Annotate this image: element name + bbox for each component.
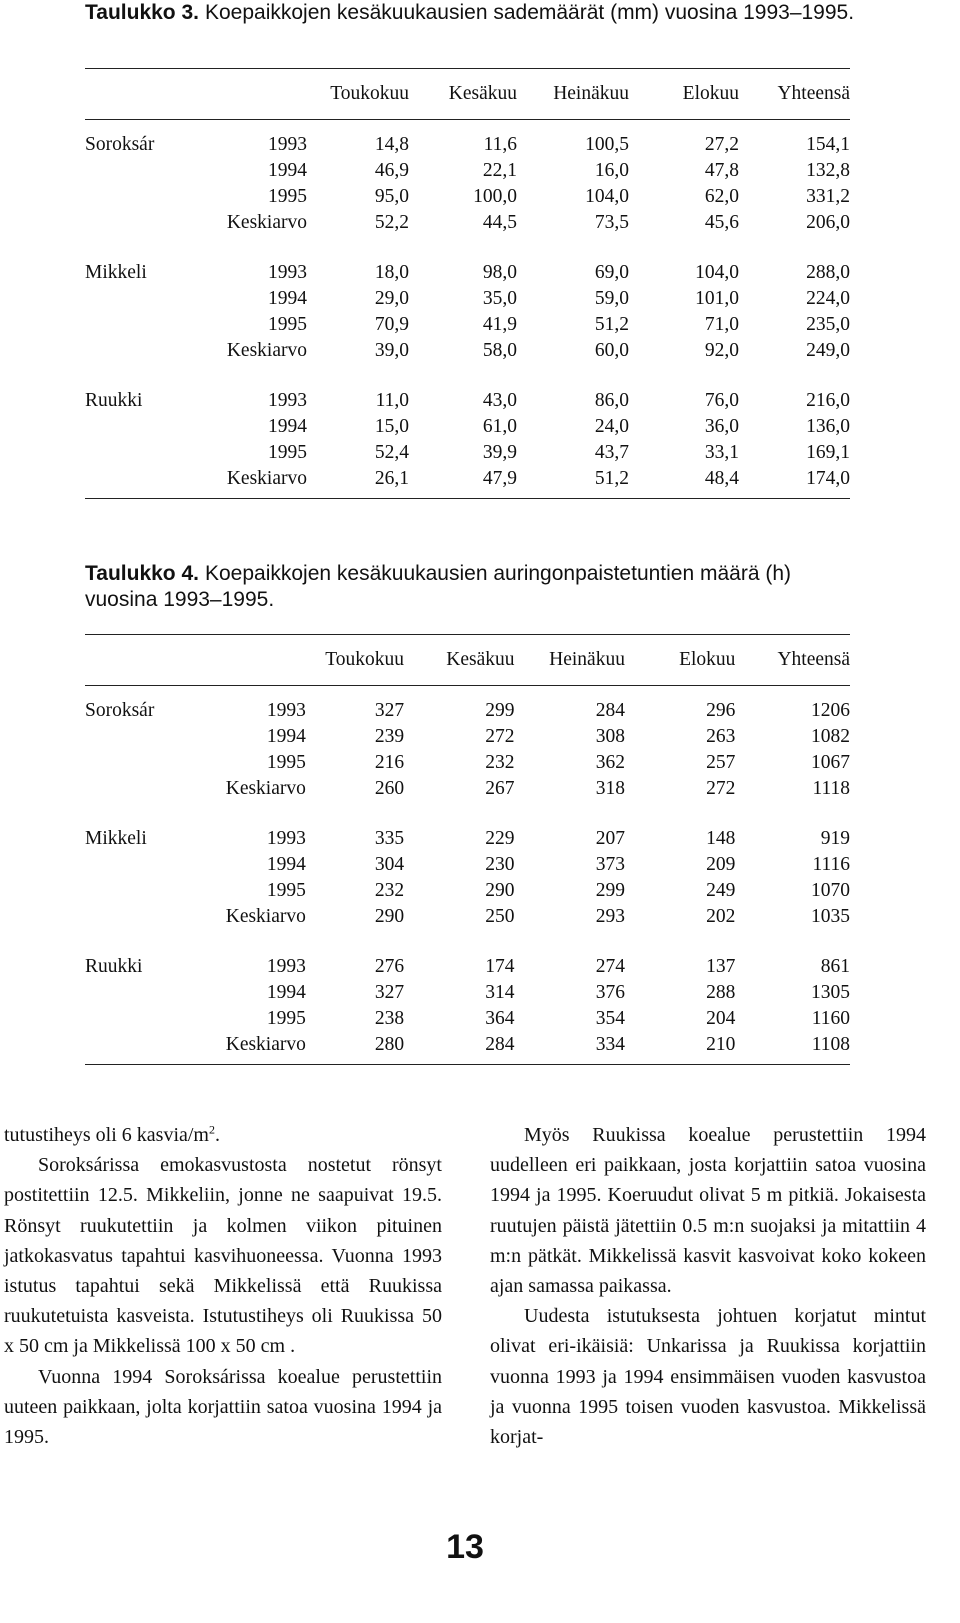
table-cell: 100,5 <box>585 134 629 155</box>
table-row <box>85 286 850 312</box>
table-cell: 296 <box>706 700 736 721</box>
table-cell: 27,2 <box>704 134 739 155</box>
table-cell: 39,0 <box>374 340 409 361</box>
station-group <box>85 376 850 499</box>
table-row <box>85 942 850 980</box>
table-cell: 46,9 <box>374 160 409 181</box>
column-header: Kesäkuu <box>409 69 517 120</box>
table-cell: 1118 <box>812 778 850 799</box>
table-cell: 44,5 <box>482 212 517 233</box>
table-cell: 48,4 <box>629 466 739 499</box>
table3-rainfall <box>85 68 850 499</box>
table-cell: 148 <box>706 828 736 849</box>
table-cell: 95,0 <box>374 186 409 207</box>
table-cell: 71,0 <box>704 314 739 335</box>
table3-caption <box>85 0 855 26</box>
row-label: Keskiarvo <box>205 466 307 499</box>
table-cell: 41,9 <box>482 314 517 335</box>
table-cell: 249,0 <box>806 340 850 361</box>
table-cell: 1070 <box>811 880 850 901</box>
table-row <box>85 466 850 499</box>
row-label: Keskiarvo <box>226 212 307 233</box>
table-cell: 314 <box>485 982 515 1003</box>
body-column-right <box>490 1120 926 1452</box>
table-cell: 354 <box>595 1008 625 1029</box>
row-label: 1993 <box>266 956 306 977</box>
table-cell: 43,0 <box>482 390 517 411</box>
row-label: Keskiarvo <box>208 1032 306 1065</box>
table-row <box>85 120 850 159</box>
table-cell: 1305 <box>811 982 850 1003</box>
table4-caption-label: Taulukko 4. <box>85 562 199 585</box>
table-cell: 274 <box>595 956 625 977</box>
table-header-row <box>85 635 850 686</box>
column-header: Toukokuu <box>307 69 409 120</box>
table-cell: 232 <box>374 880 405 901</box>
table-cell: 216 <box>374 752 405 773</box>
table-cell: 288 <box>706 982 736 1003</box>
table-cell: 229 <box>485 828 515 849</box>
table-row <box>85 814 850 852</box>
table-row <box>85 878 850 904</box>
column-header: Heinäkuu <box>517 69 629 120</box>
row-label: 1993 <box>268 390 307 411</box>
table-row <box>85 852 850 878</box>
table-cell: 45,6 <box>704 212 739 233</box>
table-cell: 58,0 <box>482 340 517 361</box>
table-cell: 39,9 <box>482 442 517 463</box>
station-name: Ruukki <box>85 956 143 977</box>
body-column-left <box>4 1120 442 1452</box>
table-cell: 304 <box>374 854 405 875</box>
body-paragraph: tutustiheys oli 6 kasvia/$m^2$. <box>4 1122 220 1146</box>
table-cell: 132,8 <box>806 160 850 181</box>
table-cell: 280 <box>306 1032 404 1065</box>
table-cell: 327 <box>374 982 405 1003</box>
table-cell: 104,0 <box>695 262 739 283</box>
table-cell: 257 <box>706 752 736 773</box>
table-row <box>85 686 850 725</box>
table-cell: 1116 <box>812 854 850 875</box>
table-cell: 18,0 <box>374 262 409 283</box>
table-cell: 98,0 <box>482 262 517 283</box>
table4-caption <box>85 561 855 613</box>
table-cell: 15,0 <box>374 416 409 437</box>
table-cell: 86,0 <box>594 390 629 411</box>
station-name: Mikkeli <box>85 262 147 283</box>
column-header: Heinäkuu <box>515 635 625 686</box>
table-cell: 11,0 <box>375 390 409 411</box>
row-label: 1994 <box>268 160 307 181</box>
table-cell: 59,0 <box>594 288 629 309</box>
table-cell: 376 <box>595 982 625 1003</box>
row-label: 1995 <box>266 1008 306 1029</box>
table-row <box>85 414 850 440</box>
table-cell: 169,1 <box>806 442 850 463</box>
body-paragraph: Soroksárissa emokasvustosta nostetut rönsyt postitettiin 12.5. Mikkeliin, jonne ne saapuivat 19.5. Rönsyt ruukutettiin ja kolmen viikon pituinen jatkokasvatus tapahtui kasvihuoneessa. Vuonna 1993 istutus tapahtui sekä Mikkelissä että Ruukissa ruukutetuista kasveista. Istutustiheys oli Ruukissa 50 x 50 cm ja Mikkelissä 100 x 50 cm . <box>4 1154 442 1358</box>
station-group <box>85 686 850 815</box>
body-paragraph: Uudesta istutuksesta johtuen korjatut mintut olivat eri-ikäisiä: Unkarissa ja Ruukissa korjattiin vuonna 1993 ja 1994 ensimmäisen vuoden kasvustoa ja vuonna 1995 toisen vuoden kasvustoa. Mikkelissä korjat- <box>490 1305 926 1449</box>
station-name: Ruukki <box>85 390 143 411</box>
table3-caption-label: Taulukko 3. <box>85 1 199 24</box>
table-row <box>85 376 850 414</box>
table-row <box>85 724 850 750</box>
row-label: 1993 <box>266 828 306 849</box>
table-cell: 299 <box>595 880 625 901</box>
table-cell: 174,0 <box>739 466 850 499</box>
row-label: 1995 <box>268 442 307 463</box>
table-cell: 154,1 <box>806 134 850 155</box>
row-label: 1995 <box>266 752 306 773</box>
table-cell: 100,0 <box>473 186 517 207</box>
page-number: 13 <box>446 1528 484 1566</box>
table-cell: 62,0 <box>704 186 739 207</box>
station-name: Soroksár <box>85 134 155 155</box>
table-cell: 293 <box>595 906 625 927</box>
row-label: 1995 <box>268 186 307 207</box>
station-group <box>85 248 850 376</box>
station-group <box>85 814 850 942</box>
table4-caption-text: Koepaikkojen kesäkuukausien auringonpaistetuntien määrä (h) vuosina 1993–1995. <box>85 562 792 611</box>
table-cell: 202 <box>706 906 736 927</box>
table-cell: 276 <box>374 956 405 977</box>
table-cell: 51,2 <box>517 466 629 499</box>
table-cell: 861 <box>820 956 850 977</box>
row-label: 1993 <box>266 700 306 721</box>
table-cell: 76,0 <box>704 390 739 411</box>
station-name: Soroksár <box>85 700 155 721</box>
table-cell: 373 <box>595 854 625 875</box>
row-label: Keskiarvo <box>225 906 306 927</box>
table-cell: 52,4 <box>374 442 409 463</box>
table-cell: 230 <box>485 854 515 875</box>
table-cell: 174 <box>485 956 515 977</box>
table-header-row <box>85 69 850 120</box>
table-cell: 267 <box>485 778 515 799</box>
column-header: Elokuu <box>629 69 739 120</box>
column-header: Yhteensä <box>735 635 850 686</box>
table-cell: 22,1 <box>482 160 517 181</box>
table-cell: 47,8 <box>704 160 739 181</box>
column-header: Kesäkuu <box>404 635 514 686</box>
table-row <box>85 1032 850 1065</box>
table-cell: 51,2 <box>594 314 629 335</box>
column-header: Yhteensä <box>739 69 850 120</box>
table-row <box>85 776 850 814</box>
table-cell: 232 <box>485 752 515 773</box>
table-cell: 284 <box>404 1032 514 1065</box>
table-row <box>85 184 850 210</box>
table-cell: 14,8 <box>374 134 409 155</box>
table-cell: 60,0 <box>594 340 629 361</box>
body-paragraph: Myös Ruukissa koealue perustettiin 1994 uudelleen eri paikkaan, josta korjattiin satoa vuosina 1994 ja 1995. Koeruudut olivat 5 m pitkiä. Jokaisesta ruutujen päistä jätettiin 0.5 m:n suojaksi ja mitattiin 4 m:n pätkät. Mikkelissä kasvit kasvoivat koko kokeen ajan samassa paikassa. <box>490 1124 926 1298</box>
table-cell: 224,0 <box>806 288 850 309</box>
table-cell: 29,0 <box>374 288 409 309</box>
table-cell: 61,0 <box>482 416 517 437</box>
row-label: 1994 <box>266 726 306 747</box>
table-cell: 24,0 <box>594 416 629 437</box>
table-row <box>85 312 850 338</box>
table-row <box>85 210 850 248</box>
table-cell: 36,0 <box>704 416 739 437</box>
table-cell: 104,0 <box>585 186 629 207</box>
table-cell: 1035 <box>811 906 850 927</box>
table-cell: 290 <box>374 906 405 927</box>
row-label: 1993 <box>268 262 307 283</box>
table-cell: 47,9 <box>409 466 517 499</box>
table-cell: 1206 <box>811 700 850 721</box>
table-cell: 136,0 <box>806 416 850 437</box>
table-cell: 299 <box>485 700 515 721</box>
column-header: Toukokuu <box>306 635 404 686</box>
table-row <box>85 338 850 376</box>
table-cell: 288,0 <box>806 262 850 283</box>
table-row <box>85 904 850 942</box>
table-cell: 207 <box>595 828 625 849</box>
table-cell: 290 <box>485 880 515 901</box>
table-cell: 35,0 <box>482 288 517 309</box>
table-cell: 239 <box>374 726 405 747</box>
table-cell: 92,0 <box>704 340 739 361</box>
table-cell: 250 <box>485 906 515 927</box>
table-cell: 137 <box>706 956 736 977</box>
table-cell: 1160 <box>811 1008 850 1029</box>
table-cell: 1067 <box>811 752 850 773</box>
table-cell: 33,1 <box>704 442 739 463</box>
table-row <box>85 158 850 184</box>
table-cell: 263 <box>706 726 736 747</box>
table3-caption-text: Koepaikkojen kesäkuukausien sademäärät (mm) vuosina 1993–1995. <box>204 1 855 24</box>
column-header: Elokuu <box>625 635 735 686</box>
table-cell: 101,0 <box>695 288 739 309</box>
row-label: 1994 <box>266 854 306 875</box>
row-label: 1994 <box>268 416 307 437</box>
table-cell: 73,5 <box>594 212 629 233</box>
table-cell: 16,0 <box>594 160 629 181</box>
table-cell: 26,1 <box>307 466 409 499</box>
table-cell: 364 <box>485 1008 515 1029</box>
row-label: 1994 <box>266 982 306 1003</box>
table-cell: 919 <box>820 828 850 849</box>
table-row <box>85 1006 850 1032</box>
table-cell: 238 <box>374 1008 405 1029</box>
table-row <box>85 980 850 1006</box>
table-cell: 1108 <box>735 1032 850 1065</box>
table-cell: 43,7 <box>594 442 629 463</box>
table-row <box>85 750 850 776</box>
table-cell: 272 <box>485 726 515 747</box>
table-cell: 272 <box>706 778 736 799</box>
table-cell: 204 <box>706 1008 736 1029</box>
table-cell: 260 <box>374 778 405 799</box>
table-cell: 362 <box>595 752 625 773</box>
table-cell: 331,2 <box>806 186 850 207</box>
table4-sunshine <box>85 634 850 1065</box>
table-row <box>85 440 850 466</box>
table-cell: 11,6 <box>483 134 517 155</box>
body-paragraph: Vuonna 1994 Soroksárissa koealue perustettiin uuteen paikkaan, jolta korjattiin satoa vuosina 1994 ja 1995. <box>4 1365 442 1449</box>
row-label: 1995 <box>268 314 307 335</box>
table-cell: 70,9 <box>374 314 409 335</box>
table-cell: 206,0 <box>806 212 850 233</box>
row-label: 1995 <box>266 880 306 901</box>
table-cell: 327 <box>374 700 405 721</box>
table-cell: 335 <box>374 828 405 849</box>
row-label: 1993 <box>268 134 307 155</box>
table-cell: 52,2 <box>374 212 409 233</box>
table-cell: 318 <box>595 778 625 799</box>
table-cell: 284 <box>595 700 625 721</box>
row-label: 1994 <box>268 288 307 309</box>
table-cell: 209 <box>706 854 736 875</box>
station-group <box>85 120 850 249</box>
table-cell: 235,0 <box>806 314 850 335</box>
table-cell: 308 <box>595 726 625 747</box>
row-label: Keskiarvo <box>225 778 306 799</box>
station-name: Mikkeli <box>85 828 147 849</box>
station-group <box>85 942 850 1065</box>
table-cell: 1082 <box>811 726 850 747</box>
table-cell: 216,0 <box>806 390 850 411</box>
row-label: Keskiarvo <box>226 340 307 361</box>
table-cell: 69,0 <box>594 262 629 283</box>
table-cell: 334 <box>515 1032 625 1065</box>
table-cell: 249 <box>706 880 736 901</box>
table-row <box>85 248 850 286</box>
table-cell: 210 <box>625 1032 735 1065</box>
